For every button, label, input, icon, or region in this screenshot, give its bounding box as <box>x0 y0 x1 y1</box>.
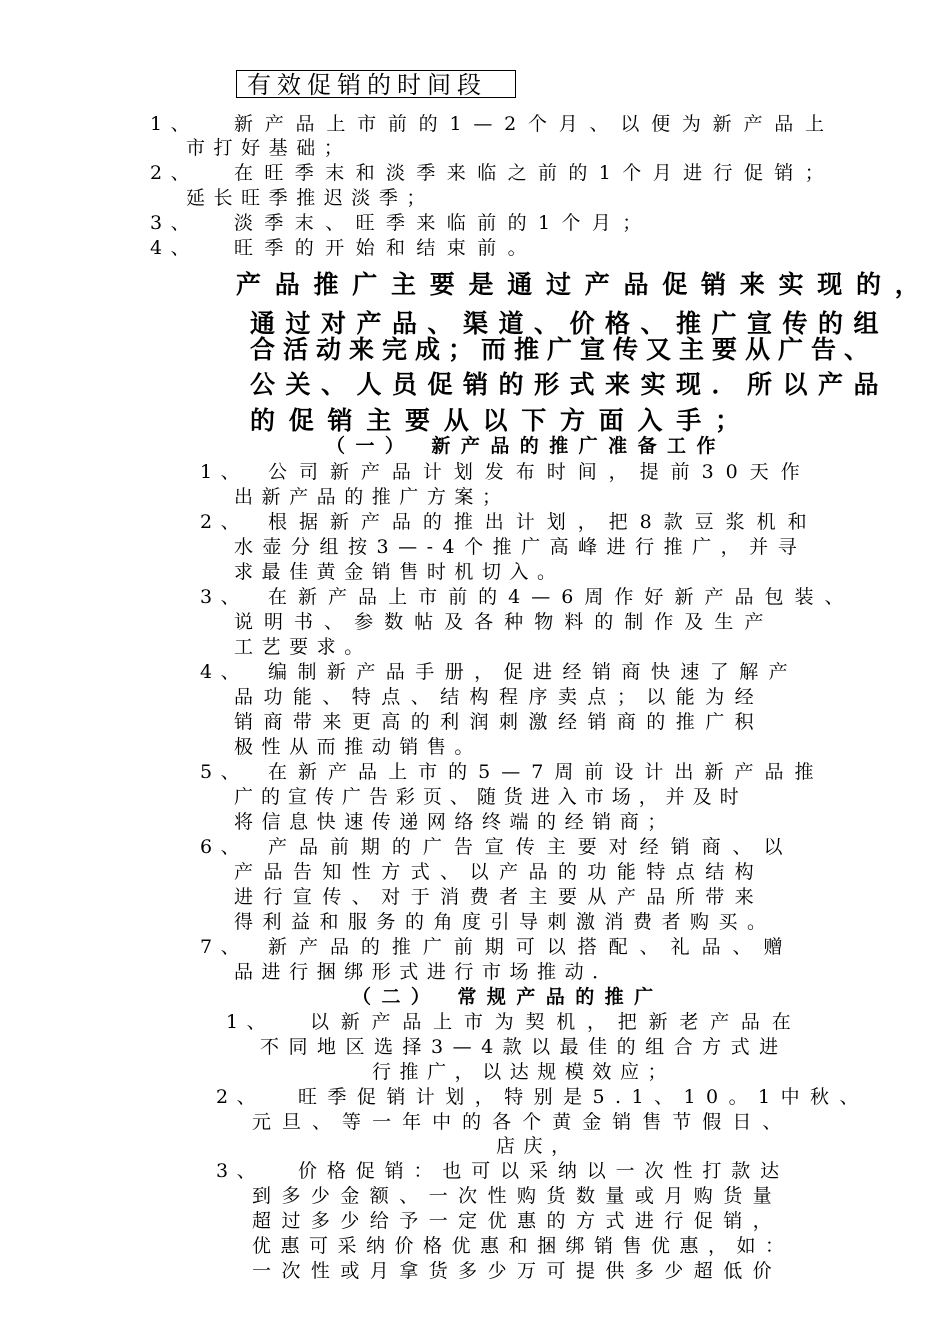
s1-item-2-number: 2、 <box>200 511 249 533</box>
timing-item-3-line-1: 淡季末、旺季来临前的1个月； <box>234 212 653 234</box>
s2-item-1-line-2: 不同地区选择3—4款以最佳的组合方式进 <box>260 1036 788 1058</box>
s1-item-4-line-2: 品功能、特点、结构程序卖点；以能为经 <box>234 686 765 708</box>
s1-item-5-line-2: 广的宣传广告彩页、随货进入市场，并及时 <box>234 786 747 808</box>
s1-item-4-line-4: 极性从而推动销售。 <box>234 736 482 758</box>
s1-item-2-line-1: 根据新产品的推出计划，把8款豆浆机和 <box>268 511 819 533</box>
timing-item-2-line-2: 延长旺季推迟淡季； <box>186 187 434 209</box>
page-title: 有效促销的时间段 <box>236 70 516 98</box>
s1-item-3-line-2: 说明书、参数帖及各种物料的制作及生产 <box>234 611 775 633</box>
s1-item-3-line-1: 在新产品上市前的4—6周作好新产品包装、 <box>268 586 855 608</box>
intro-line-2: 通过对产品、渠道、价格、推广宣传的组 <box>250 309 890 338</box>
s1-item-1-line-1: 公司新产品计划发布时间，提前30天作 <box>268 461 812 483</box>
s1-item-2-line-3: 求最佳黄金销售时机切入。 <box>234 561 565 583</box>
s2-item-3-line-5: 一次性或月拿货多少万可提供多少超低价 <box>252 1260 783 1282</box>
s1-item-3-line-3: 工艺要求。 <box>234 636 372 658</box>
s1-item-4-line-1: 编制新产品手册，促进经销商快速了解产 <box>268 661 799 683</box>
s2-item-1-line-3: 行推广，以达规模效应； <box>372 1061 676 1083</box>
s1-item-2-line-2: 水壶分组按3—-4个推广高峰进行推广，并寻 <box>234 536 807 558</box>
s1-item-5-line-1: 在新产品上市的5—7周前设计出新产品推 <box>268 761 825 783</box>
s2-item-2-line-2: 元旦、等一年中的各个黄金销售节假日、 <box>252 1111 793 1133</box>
s1-item-1-line-2: 出新产品的推广方案； <box>234 486 510 508</box>
s1-item-6-number: 6、 <box>200 836 249 858</box>
s2-item-2-number: 2、 <box>216 1086 265 1108</box>
s2-item-3-number: 3、 <box>216 1160 265 1182</box>
s2-item-2-line-3: 店庆， <box>496 1135 579 1157</box>
s2-item-1-line-1: 以新产品上市为契机，把新老产品在 <box>310 1011 803 1033</box>
s2-item-1-number: 1、 <box>226 1011 275 1033</box>
timing-item-2-number: 2、 <box>150 162 199 184</box>
intro-line-5: 的促销主要从以下方面入手； <box>250 406 754 435</box>
timing-item-4-number: 4、 <box>150 237 199 259</box>
s1-item-6-line-3: 进行宣传、对于消费者主要从产品所带来 <box>234 886 765 908</box>
s2-item-3-line-3: 超过多少给予一定优惠的方式进行促销， <box>252 1210 783 1232</box>
s1-item-4-line-3: 销商带来更高的利润刺激经销商的推广积 <box>234 711 765 733</box>
s1-item-7-line-2: 品进行捆绑形式进行市场推动． <box>234 961 620 983</box>
s1-item-6-line-4: 得利益和服务的角度引导刺激消费者购买。 <box>234 911 776 933</box>
section-2-heading: （二） 常规产品的推广 <box>352 986 664 1008</box>
s1-item-7-line-1: 新产品的推广前期可以搭配、礼品、赠 <box>268 936 795 958</box>
timing-item-2-line-1: 在旺季末和淡季来临之前的1个月进行促销； <box>234 162 836 184</box>
s1-item-3-number: 3、 <box>200 586 249 608</box>
s1-item-6-line-1: 产品前期的广告宣传主要对经销商、以 <box>268 836 795 858</box>
intro-line-3: 合活动来完成；而推广宣传又主要从广告、 <box>250 335 878 364</box>
intro-line-1: 产品推广主要是通过产品促销来实现的， <box>236 270 934 299</box>
s2-item-2-line-1: 旺季促销计划，特别是5.1、10。1中秋、 <box>298 1086 869 1108</box>
timing-item-1-number: 1、 <box>150 113 199 135</box>
s1-item-5-number: 5、 <box>200 761 249 783</box>
s1-item-6-line-2: 产品告知性方式、以产品的功能特点结构 <box>234 861 765 883</box>
s1-item-5-line-3: 将信息快速传递网络终端的经销商； <box>234 811 675 833</box>
s2-item-3-line-1: 价格促销：也可以采纳以一次性打款达 <box>298 1160 789 1182</box>
s1-item-7-number: 7、 <box>200 936 249 958</box>
timing-item-1-line-2: 市打好基础； <box>186 137 352 159</box>
section-1-heading: （一） 新产品的推广准备工作 <box>326 435 726 457</box>
timing-item-4-line-1: 旺季的开始和结束前。 <box>234 237 539 259</box>
timing-item-1-line-1: 新产品上市前的1—2个月、以便为新产品上 <box>234 113 836 135</box>
s2-item-3-line-4: 优惠可采纳价格优惠和捆绑销售优惠，如： <box>252 1235 794 1257</box>
s1-item-1-number: 1、 <box>200 461 249 483</box>
timing-item-3-number: 3、 <box>150 212 199 234</box>
intro-line-4: 公关、人员促销的形式来实现．所以产品 <box>250 370 890 399</box>
s2-item-3-line-2: 到多少金额、一次性购货数量或月购货量 <box>252 1185 783 1207</box>
s1-item-4-number: 4、 <box>200 661 249 683</box>
